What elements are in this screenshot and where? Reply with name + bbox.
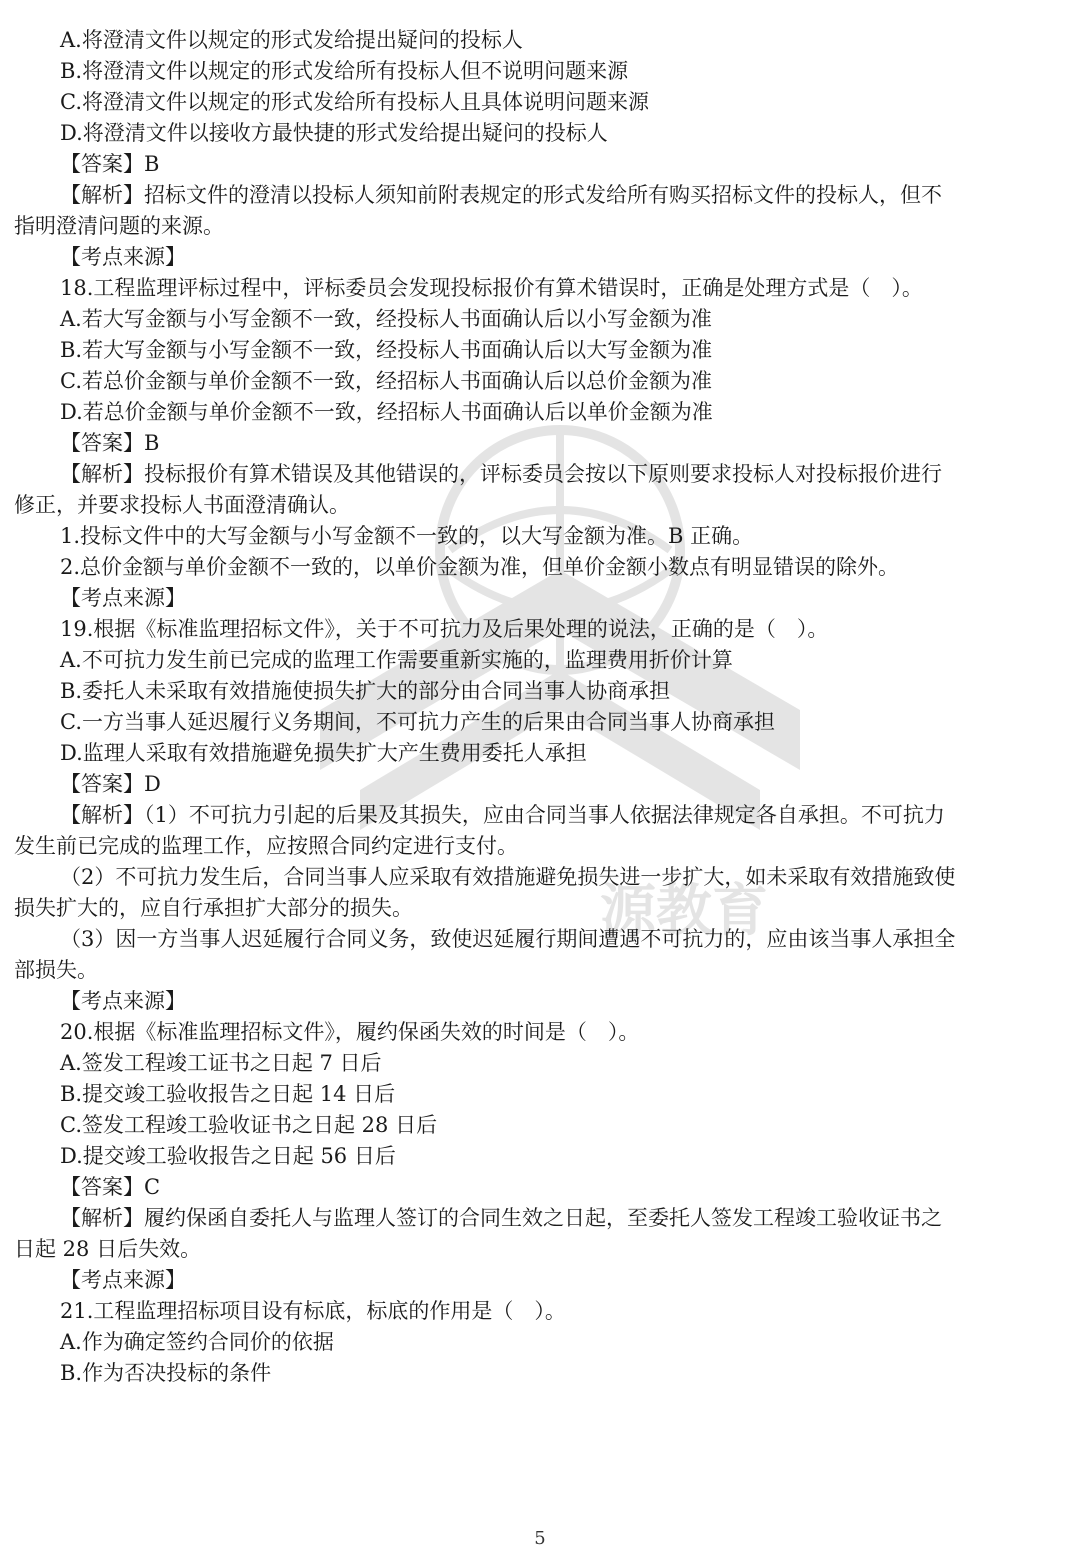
option-line: C.若总价金额与单价金额不一致，经招标人书面确认后以总价金额为准 <box>60 369 712 393</box>
analysis-line: 日起 28 日后失效。 <box>14 1237 202 1261</box>
analysis-line: 部损失。 <box>14 958 98 982</box>
analysis-line: 【解析】投标报价有算术错误及其他错误的，评标委员会按以下原则要求投标人对投标报价进行 <box>60 462 942 486</box>
analysis-line: 1.投标文件中的大写金额与小写金额不一致的，以大写金额为准。B 正确。 <box>60 524 754 548</box>
option-line: D.监理人采取有效措施避免损失扩大产生费用委托人承担 <box>60 741 587 765</box>
option-line: C.将澄清文件以规定的形式发给所有投标人且具体说明问题来源 <box>60 90 649 114</box>
option-line: A.作为确定签约合同价的依据 <box>60 1330 334 1354</box>
source-line: 【考点来源】 <box>60 245 186 269</box>
option-line: A.不可抗力发生前已完成的监理工作需要重新实施的，监理费用折价计算 <box>60 648 733 672</box>
answer-line: 【答案】B <box>60 431 160 455</box>
analysis-line: 发生前已完成的监理工作，应按照合同约定进行支付。 <box>14 834 518 858</box>
option-line: A.将澄清文件以规定的形式发给提出疑问的投标人 <box>60 28 523 52</box>
question-line: 19.根据《标准监理招标文件》，关于不可抗力及后果处理的说法，正确的是（ ）。 <box>60 617 829 641</box>
option-line: D.提交竣工验收报告之日起 56 日后 <box>60 1144 396 1168</box>
option-line: D.将澄清文件以接收方最快捷的形式发给提出疑问的投标人 <box>60 121 608 145</box>
analysis-line: （2）不可抗力发生后，合同当事人应采取有效措施避免损失进一步扩大，如未采取有效措施致使 <box>60 865 956 889</box>
source-line: 【考点来源】 <box>60 1268 186 1292</box>
analysis-line: （3）因一方当事人迟延履行合同义务，致使迟延履行期间遭遇不可抗力的，应由该当事人承担全 <box>60 927 956 951</box>
analysis-line: 2.总价金额与单价金额不一致的，以单价金额为准，但单价金额小数点有明显错误的除外。 <box>60 555 900 579</box>
option-line: B.若大写金额与小写金额不一致，经投标人书面确认后以大写金额为准 <box>60 338 713 362</box>
analysis-line: 【解析】履约保函自委托人与监理人签订的合同生效之日起，至委托人签发工程竣工验收证书之 <box>60 1206 942 1230</box>
analysis-line: 【解析】招标文件的澄清以投标人须知前附表规定的形式发给所有购买招标文件的投标人，但不 <box>60 183 942 207</box>
analysis-line: 损失扩大的，应自行承担扩大部分的损失。 <box>14 896 413 920</box>
answer-line: 【答案】C <box>60 1175 161 1199</box>
option-line: A.若大写金额与小写金额不一致，经投标人书面确认后以小写金额为准 <box>60 307 712 331</box>
question-line: 20.根据《标准监理招标文件》，履约保函失效的时间是（ ）。 <box>60 1020 640 1044</box>
option-line: A.签发工程竣工证书之日起 7 日后 <box>60 1051 382 1075</box>
option-line: C.签发工程竣工验收证书之日起 28 日后 <box>60 1113 438 1137</box>
answer-line: 【答案】B <box>60 152 160 176</box>
option-line: C.一方当事人延迟履行义务期间，不可抗力产生的后果由合同当事人协商承担 <box>60 710 775 734</box>
question-line: 18.工程监理评标过程中，评标委员会发现投标报价有算术错误时，正确是处理方式是（ ）。 <box>60 276 923 300</box>
analysis-line: 指明澄清问题的来源。 <box>14 214 224 238</box>
option-line: B.作为否决投标的条件 <box>60 1361 272 1385</box>
page-number: 5 <box>534 1528 546 1549</box>
analysis-line: 修正，并要求投标人书面澄清确认。 <box>14 493 350 517</box>
source-line: 【考点来源】 <box>60 586 186 610</box>
option-line: B.提交竣工验收报告之日起 14 日后 <box>60 1082 396 1106</box>
source-line: 【考点来源】 <box>60 989 186 1013</box>
analysis-line: 【解析】（1）不可抗力引起的后果及其损失，应由合同当事人依据法律规定各自承担。不可抗力 <box>60 803 945 827</box>
question-line: 21.工程监理招标项目设有标底，标底的作用是（ ）。 <box>60 1299 566 1323</box>
option-line: B.将澄清文件以规定的形式发给所有投标人但不说明问题来源 <box>60 59 629 83</box>
watermark-text: 源教育 <box>600 879 768 944</box>
answer-line: 【答案】D <box>60 772 161 796</box>
option-line: D.若总价金额与单价金额不一致，经招标人书面确认后以单价金额为准 <box>60 400 713 424</box>
option-line: B.委托人未采取有效措施使损失扩大的部分由合同当事人协商承担 <box>60 679 671 703</box>
